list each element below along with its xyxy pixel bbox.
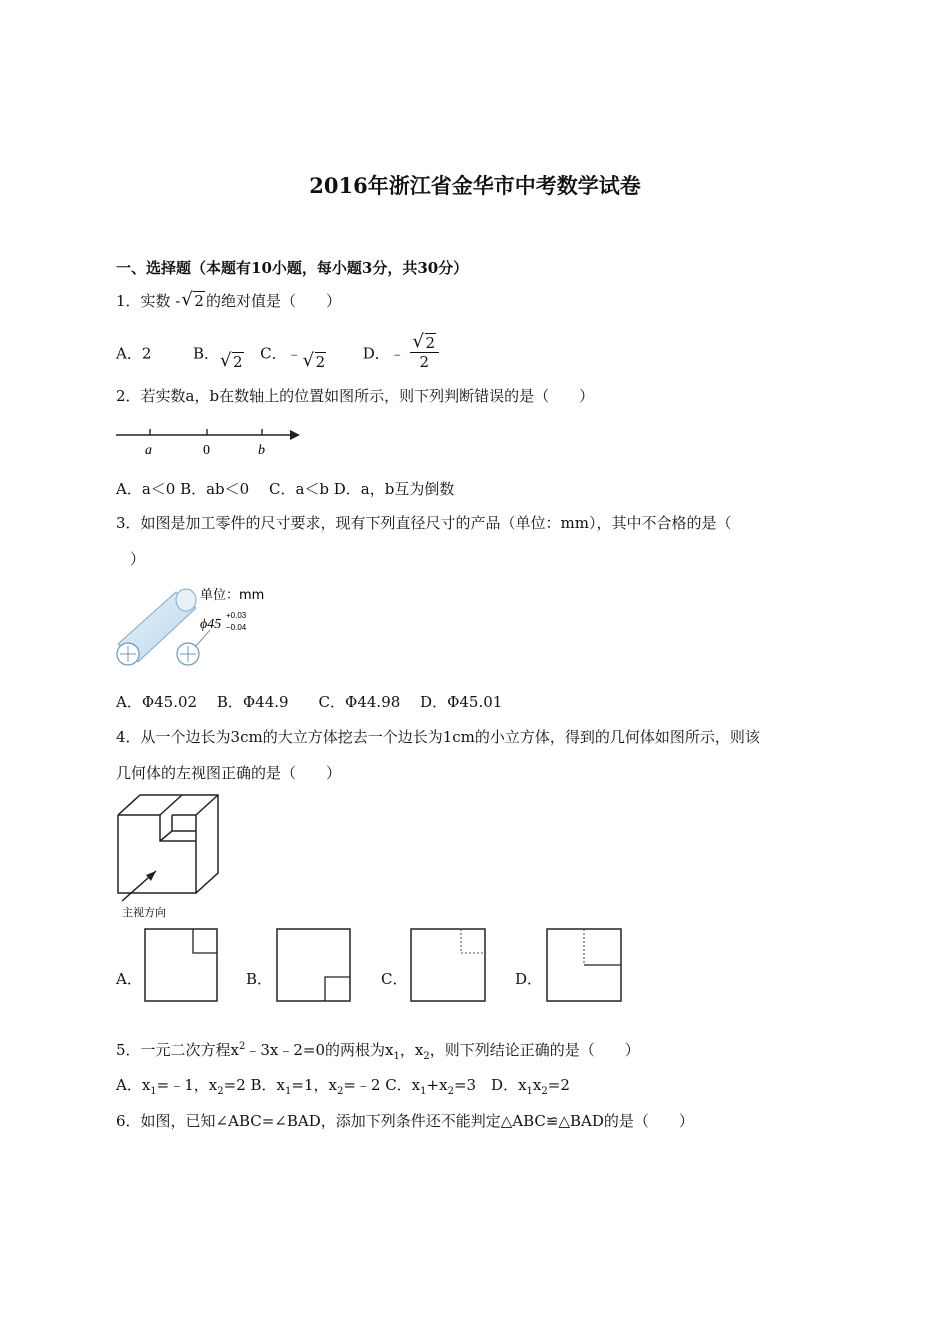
- question-4-stem-1: 4．从一个边长为3cm的大立方体挖去一个边长为1cm的小立方体，得到的几何体如图所示，则该: [116, 728, 760, 746]
- view-option-a: [144, 928, 220, 1004]
- question-3-options: A．Φ45.02 B．Φ44.9 C．Φ44.98 D．Φ45.01: [116, 693, 503, 711]
- unit-label: 单位：mm: [200, 588, 265, 603]
- question-3-stem: 3．如图是加工零件的尺寸要求，现有下列直径尺寸的产品（单位：mm），其中不合格的是（: [116, 514, 732, 532]
- question-2-options: A．a＜0 B．ab＜0 C．a＜b D．a，b互为倒数: [116, 480, 455, 498]
- option-c: C．﹣: [260, 344, 302, 363]
- question-1-stem: 1．实数 -√ 2 的绝对值是（ ）: [116, 290, 341, 311]
- label-b: b: [258, 443, 265, 458]
- dimension-main: ϕ45: [200, 617, 222, 632]
- view-direction-label: 主视方向: [122, 906, 166, 919]
- option-b: B．: [192, 344, 219, 363]
- question-3-stem-end: ）: [130, 550, 146, 568]
- sqrt-symbol: √ 2: [181, 292, 205, 310]
- option-a: A．2: [116, 344, 152, 363]
- sqrt-symbol: √ 2: [413, 334, 437, 352]
- option-c-label: C．: [381, 970, 408, 988]
- number-line-figure: [114, 424, 300, 460]
- section-heading: 一、选择题（本题有10小题，每小题3分，共30分）: [116, 259, 469, 277]
- sqrt-symbol: √ 2: [220, 353, 244, 371]
- view-option-c: [410, 928, 488, 1004]
- option-a-label: A．: [116, 970, 142, 988]
- label-zero: 0: [203, 443, 210, 458]
- cube-figure: [112, 793, 224, 919]
- question-2-stem: 2．若实数a，b在数轴上的位置如图所示，则下列判断错误的是（ ）: [116, 387, 595, 405]
- dimension-upper: +0.03: [226, 611, 247, 620]
- sqrt-symbol: √ 2: [303, 353, 327, 371]
- page-title: 2016年浙江省金华市中考数学试卷: [309, 173, 641, 198]
- question-5-stem: 5．一元二次方程$x^2﹣3x﹣2=0$的两根为$x_1$，$x_2$，则下列结论正确的是（ ）: [116, 1041, 640, 1062]
- question-5-options: A．$x_1=﹣1$，$x_2=2$ B．$x_1=1$，$x_2=﹣2$ C．$x_1+x_2=3$ D．$x_1x_2=2$: [116, 1076, 570, 1097]
- question-1-options: [116, 336, 439, 373]
- option-d: D．﹣: [362, 344, 405, 363]
- option-d-label: D．: [515, 970, 543, 988]
- question-4-stem-2: 几何体的左视图正确的是（ ）: [116, 764, 342, 782]
- view-option-b: [276, 928, 354, 1004]
- dimension-lower: −0.04: [226, 623, 247, 632]
- label-a: a: [145, 443, 152, 458]
- fraction: √ $\frac{2}{2}$: [410, 334, 440, 371]
- view-option-d: [546, 928, 624, 1004]
- cylinder-figure: [112, 582, 270, 674]
- option-b-label: B．: [246, 970, 273, 988]
- question-6-stem: 6．如图，已知∠ABC=∠BAD，添加下列条件还不能判定△ABC≌△BAD的是（ ）: [116, 1112, 694, 1130]
